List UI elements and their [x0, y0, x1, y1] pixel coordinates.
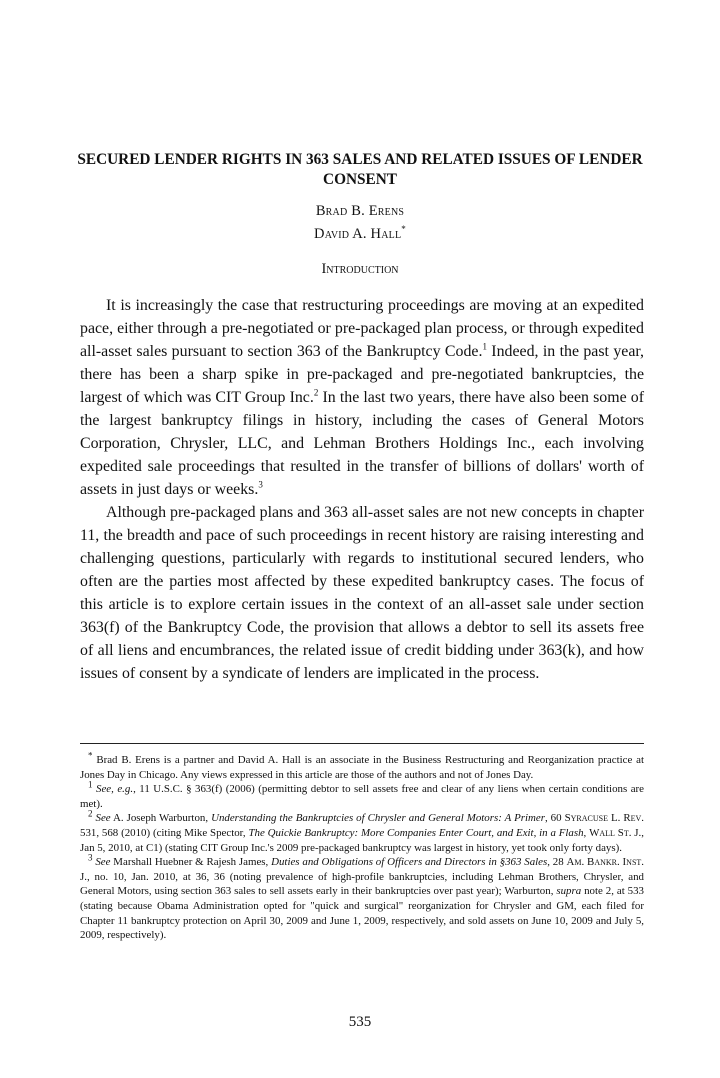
body-text — [80, 294, 644, 685]
footnote-divider — [80, 743, 644, 744]
footnote-ref[interactable]: 1 — [482, 341, 487, 352]
footnote: $^1$ See, e.g., 11 U.S.C. § 363(f) (2006) (permitting debtor to sell assets free and clear of any liens when certain conditions are met). — [80, 779, 644, 810]
footnote-ref[interactable]: 2 — [313, 387, 319, 398]
footnote-ref[interactable]: 3 — [258, 479, 263, 490]
author-footnote-mark: * — [401, 224, 406, 235]
paragraph: It is increasingly the case that restructuring proceedings are moving at an expedited pace, either through a pre-negotiated or pre-packaged plan process, or through expedited all-asset sales pursuant to section 363 of the Bankruptcy Code.$^1$ Indeed, in the past year, there has been a sharp spike in pre-packaged and pre-negotiated bankruptcies, the largest of which was CIT Group Inc.$^2$ In the last two years, there have also been some of the largest bankruptcy filings in history, including the cases of General Motors Corporation, Chrysler, LLC, and Lehman Brothers Holdings Inc., each involving expedited sale proceedings that resulted in the transfer of billions of dollars' worth of assets in just days or weeks.$^3$ — [80, 297, 644, 498]
footnote: $^2$ See A. Joseph Warburton, Understanding the Bankruptcies of Chrysler and General Motors: A Primer, 60 Syracuse L. Rev. 531, 568 (2010) (citing Mike Spector, The Quickie Bankruptcy: More Companies Enter Court, and Exit, in a Flash, Wall St. J., Jan 5, 2010, at C1) (stating CIT Group Inc.'s 2009 pre-packaged bankruptcy was largest in history, yet took only forty days). — [80, 808, 644, 854]
article-title: SECURED LENDER RIGHTS IN 363 SALES AND RELATED ISSUES OF LENDER CONSENT — [77, 151, 643, 188]
footnote-mark: 2 — [88, 808, 93, 819]
author-name — [0, 226, 720, 243]
footnote-mark: 1 — [88, 779, 93, 790]
paragraph: Although pre-packaged plans and 363 all-asset sales are not new concepts in chapter 11, the breadth and pace of such proceedings in recent history are raising interesting and challenging questions, particularly with regards to institutional secured lenders, who often are the parties most affected by these expedited bankruptcy cases. The focus of this article is to explore certain issues in the context of an all-asset sale under section 363(f) of the Bankruptcy Code, the provision that allows a debtor to sell its assets free of all liens and encumbrances, the related issue of credit bidding under 363(k), and how issues of consent by a syndicate of lenders are implicated in the process. — [80, 504, 644, 682]
footnote-mark: 3 — [88, 852, 93, 863]
footnotes — [80, 750, 645, 943]
author-text: Brad B. Erens — [315, 203, 405, 219]
author-name — [0, 203, 720, 220]
footnote: $^3$ See Marshall Huebner & Rajesh James, Duties and Obligations of Officers and Directors in §363 Sales, 28 Am. Bankr. Inst. J., no. 10, Jan. 2010, at 36, 36 (noting prevalence of high-profile bankruptcies, including Lehman Brothers, Chrysler, and General Motors, using section 363 sales to sell assets early in their bankruptcies over past year); Warburton, supra note 2, at 533 (stating because Obama Administration opted for "quick and surgical" reorganization for Chrysler and GM, each filed for Chapter 11 bankruptcy protection on April 30, 2009 and June 1, 2009, respectively, and sold assets on June 10, 2009 and July 5, 2009, respectively). — [80, 852, 645, 942]
author-text: David A. Hall — [314, 226, 402, 242]
page-number: 535 — [348, 1014, 372, 1030]
section-heading: Introduction — [321, 261, 399, 277]
footnote: * Brad B. Erens is a partner and David A. Hall is an associate in the Business Restructuring and Reorganization practice at Jones Day in Chicago. Any views expressed in this article are those of the authors and not of Jones Day. — [80, 750, 644, 781]
footnote-mark: * — [88, 750, 93, 761]
